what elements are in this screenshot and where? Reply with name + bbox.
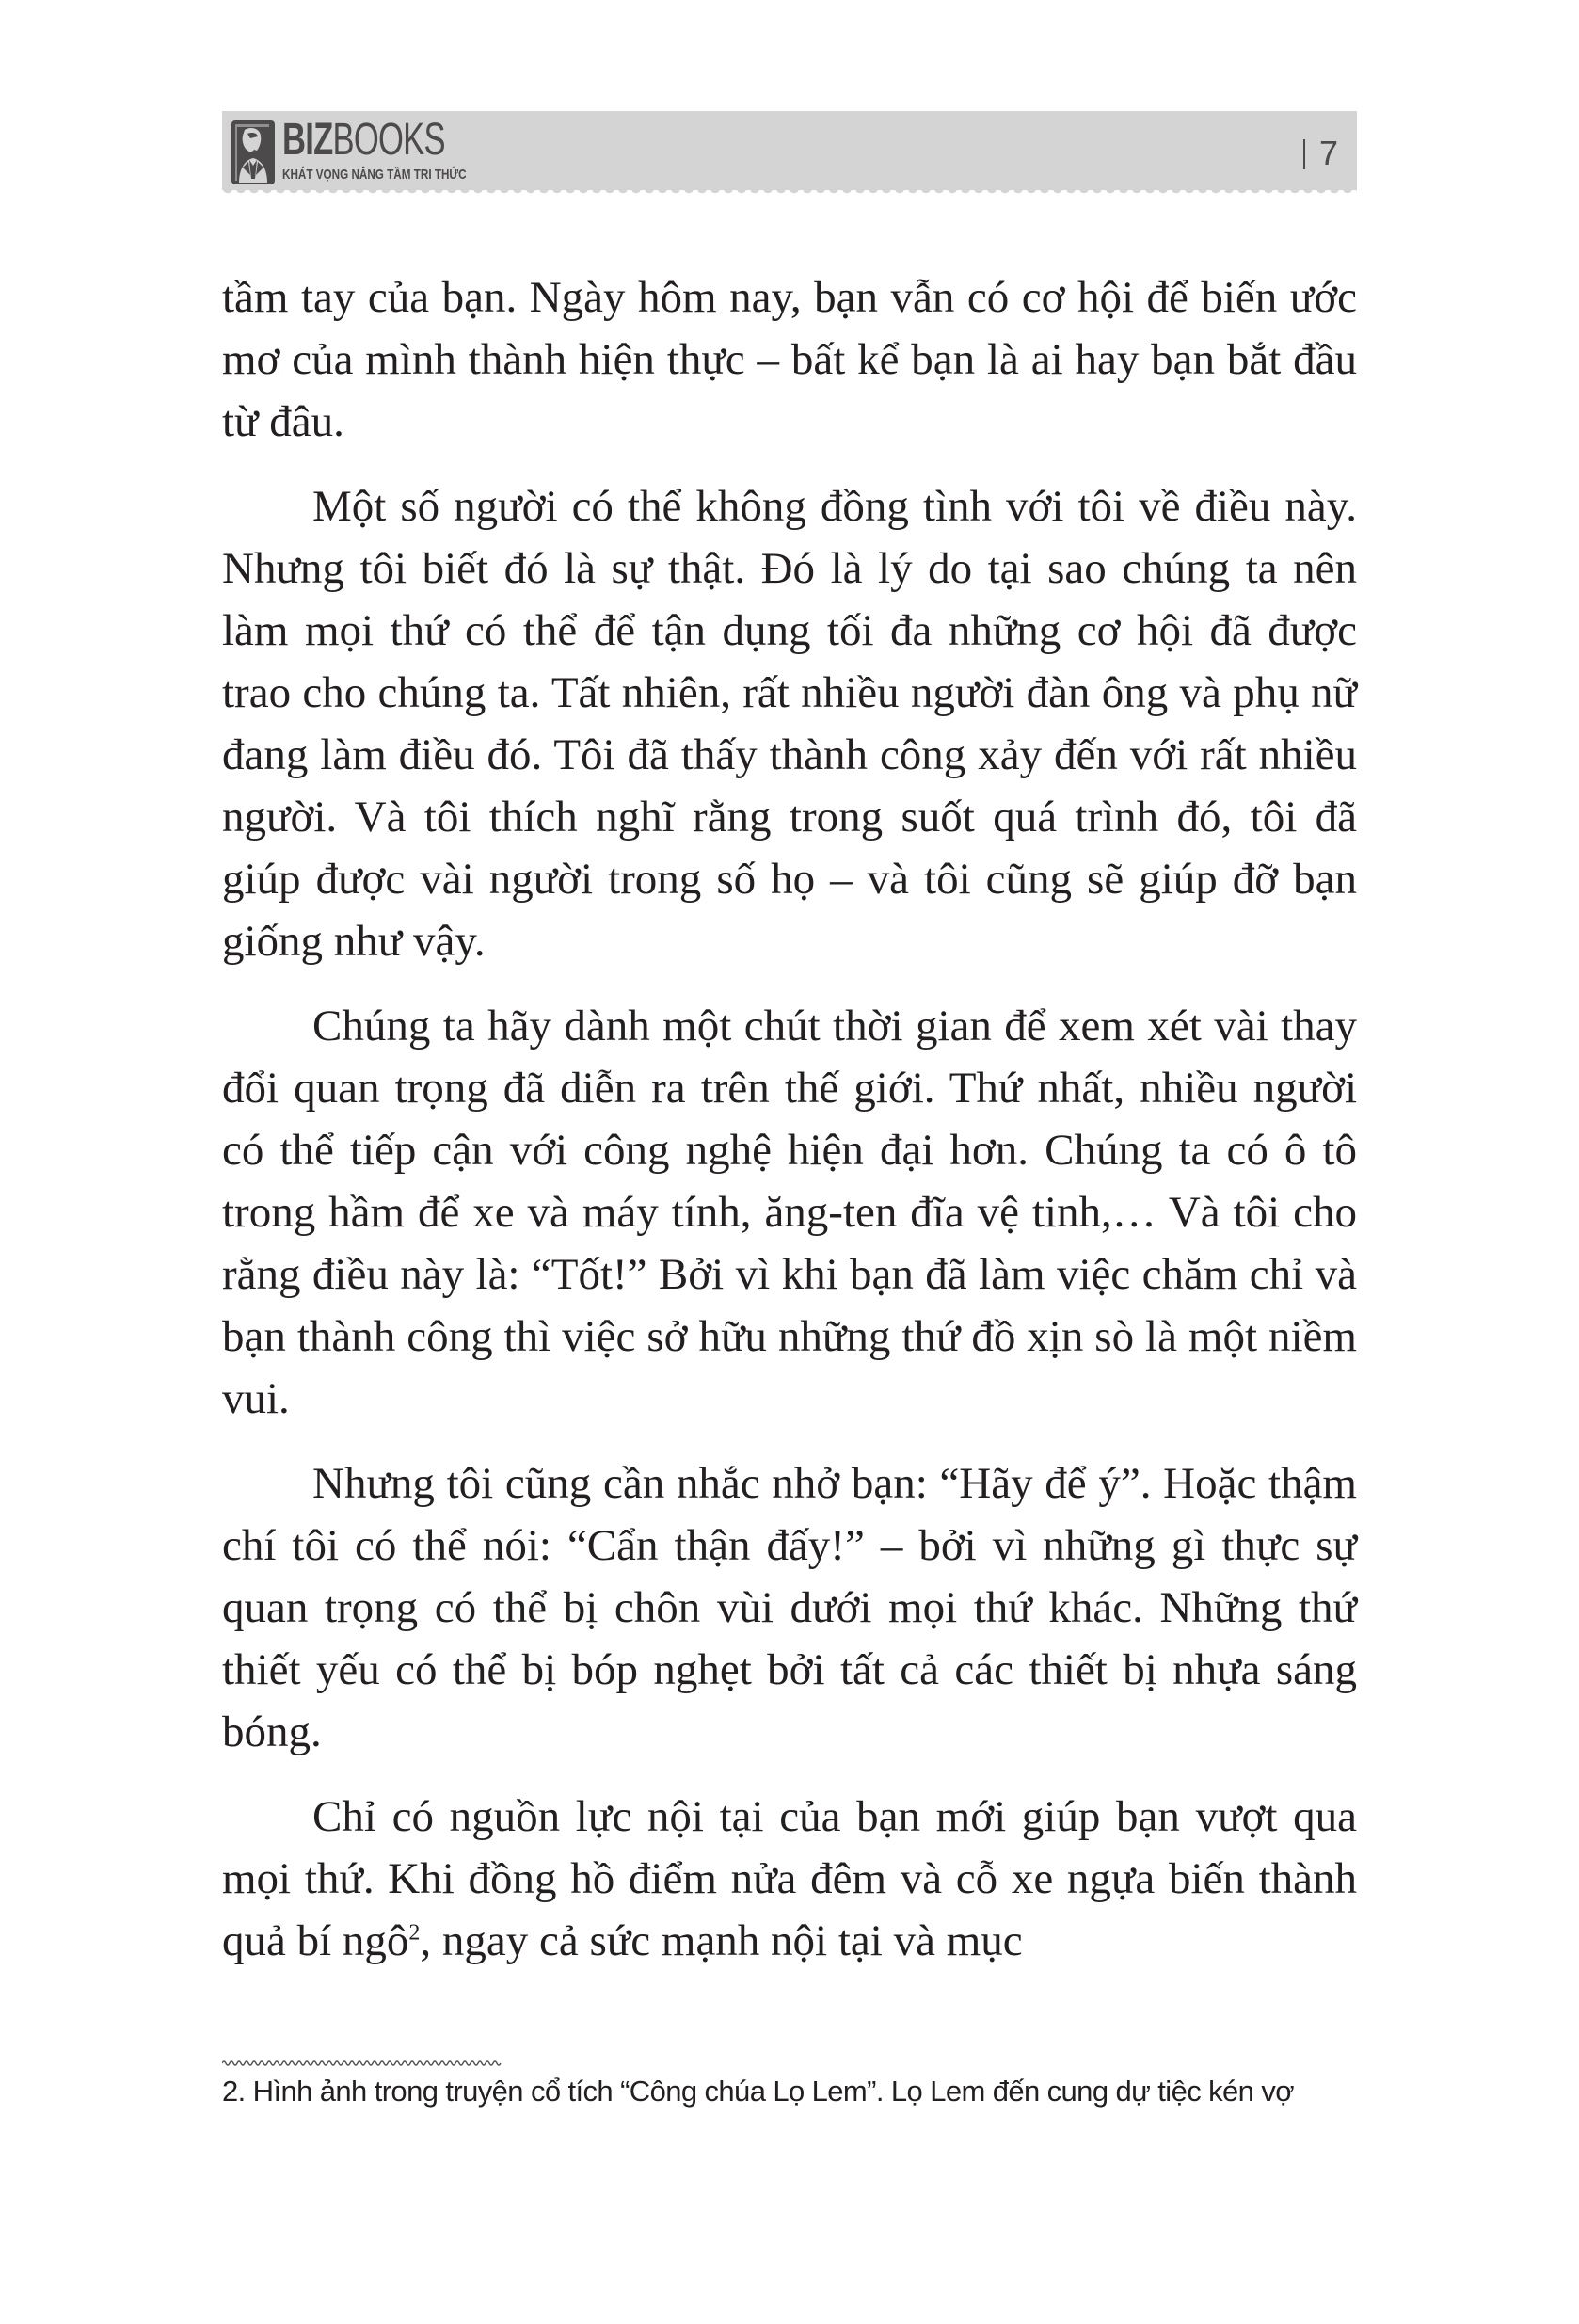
paragraph: Một số người có thể không đồng tình với tôi về điều này. Nhưng tôi biết đó là sự thật. Đó là lý do tại sao chúng ta nên làm mọi thứ có thể để tận dụng tối đa những cơ hội đã được trao cho chúng ta. Tất nhiên, rất nhiều người đàn ông và phụ nữ đang làm điều đó. Tôi đã thấy thành công xảy đến với rất nhiều người. Và tôi thích nghĩ rằng trong suốt quá trình đó, tôi đã giúp được vài người trong số họ – và tôi cũng sẽ giúp đỡ bạn giống như vậy.	[222, 482, 1357, 966]
footnote-reference[interactable]: 2	[408, 1920, 421, 1946]
page-number: 7	[1319, 134, 1339, 172]
paragraph: tầm tay của bạn. Ngày hôm nay, bạn vẫn có cơ hội để biến ước mơ của mình thành hiện thực – bất kể bạn là ai hay bạn bắt đầu từ đâu.	[222, 273, 1357, 446]
paragraph: Chúng ta hãy dành một chút thời gian để xem xét vài thay đổi quan trọng đã diễn ra trên thế giới. Thứ nhất, nhiều người có thể tiếp cận với công nghệ hiện đại hơn. Chúng ta có ô tô trong hầm để xe và máy tính, ăng-ten đĩa vệ tinh,… Và tôi cho rằng điều này là: “Tốt!” Bởi vì khi bạn đã làm việc chăm chỉ và bạn thành công thì việc sở hữu những thứ đồ xịn sò là một niềm vui.	[222, 1002, 1357, 1423]
page-number-separator	[1303, 139, 1305, 169]
paragraph: Nhưng tôi cũng cần nhắc nhở bạn: “Hãy để ý”. Hoặc thậm chí tôi có thể nói: “Cẩn thận đấy!” – bởi vì những gì thực sự quan trọng có thể bị chôn vùi dưới mọi thứ khác. Những thứ thiết yếu có thể bị bóp nghẹt bởi tất cả các thiết bị nhựa sáng bóng.	[222, 1459, 1357, 1756]
brand-wordmark	[282, 117, 445, 164]
brand-light: BOOKS	[332, 115, 445, 165]
footnote: 2. Hình ảnh trong truyện cổ tích “Công chúa Lọ Lem”. Lọ Lem đến cung dự tiệc kén vợ	[222, 2075, 1294, 2108]
paragraph	[222, 1786, 1357, 1972]
gentleman-book-logo-icon	[231, 120, 275, 184]
body-text	[222, 266, 1357, 1995]
header-scalloped-edge	[222, 188, 1357, 196]
brand-tagline: KHÁT VỌNG NÂNG TẦM TRI THỨC	[282, 167, 467, 183]
paragraph-text: , ngay cả sức mạnh nội tại và mục	[420, 1916, 1023, 1965]
footnote-wavy-rule	[222, 2058, 504, 2069]
brand-bold: BIZ	[282, 115, 333, 165]
paragraph-text: Chỉ có nguồn lực nội tại của bạn mới giúp bạn vượt qua mọi thứ. Khi đồng hồ điểm nửa đêm và cỗ xe ngựa biến thành quả bí ngô	[222, 1792, 1357, 1965]
